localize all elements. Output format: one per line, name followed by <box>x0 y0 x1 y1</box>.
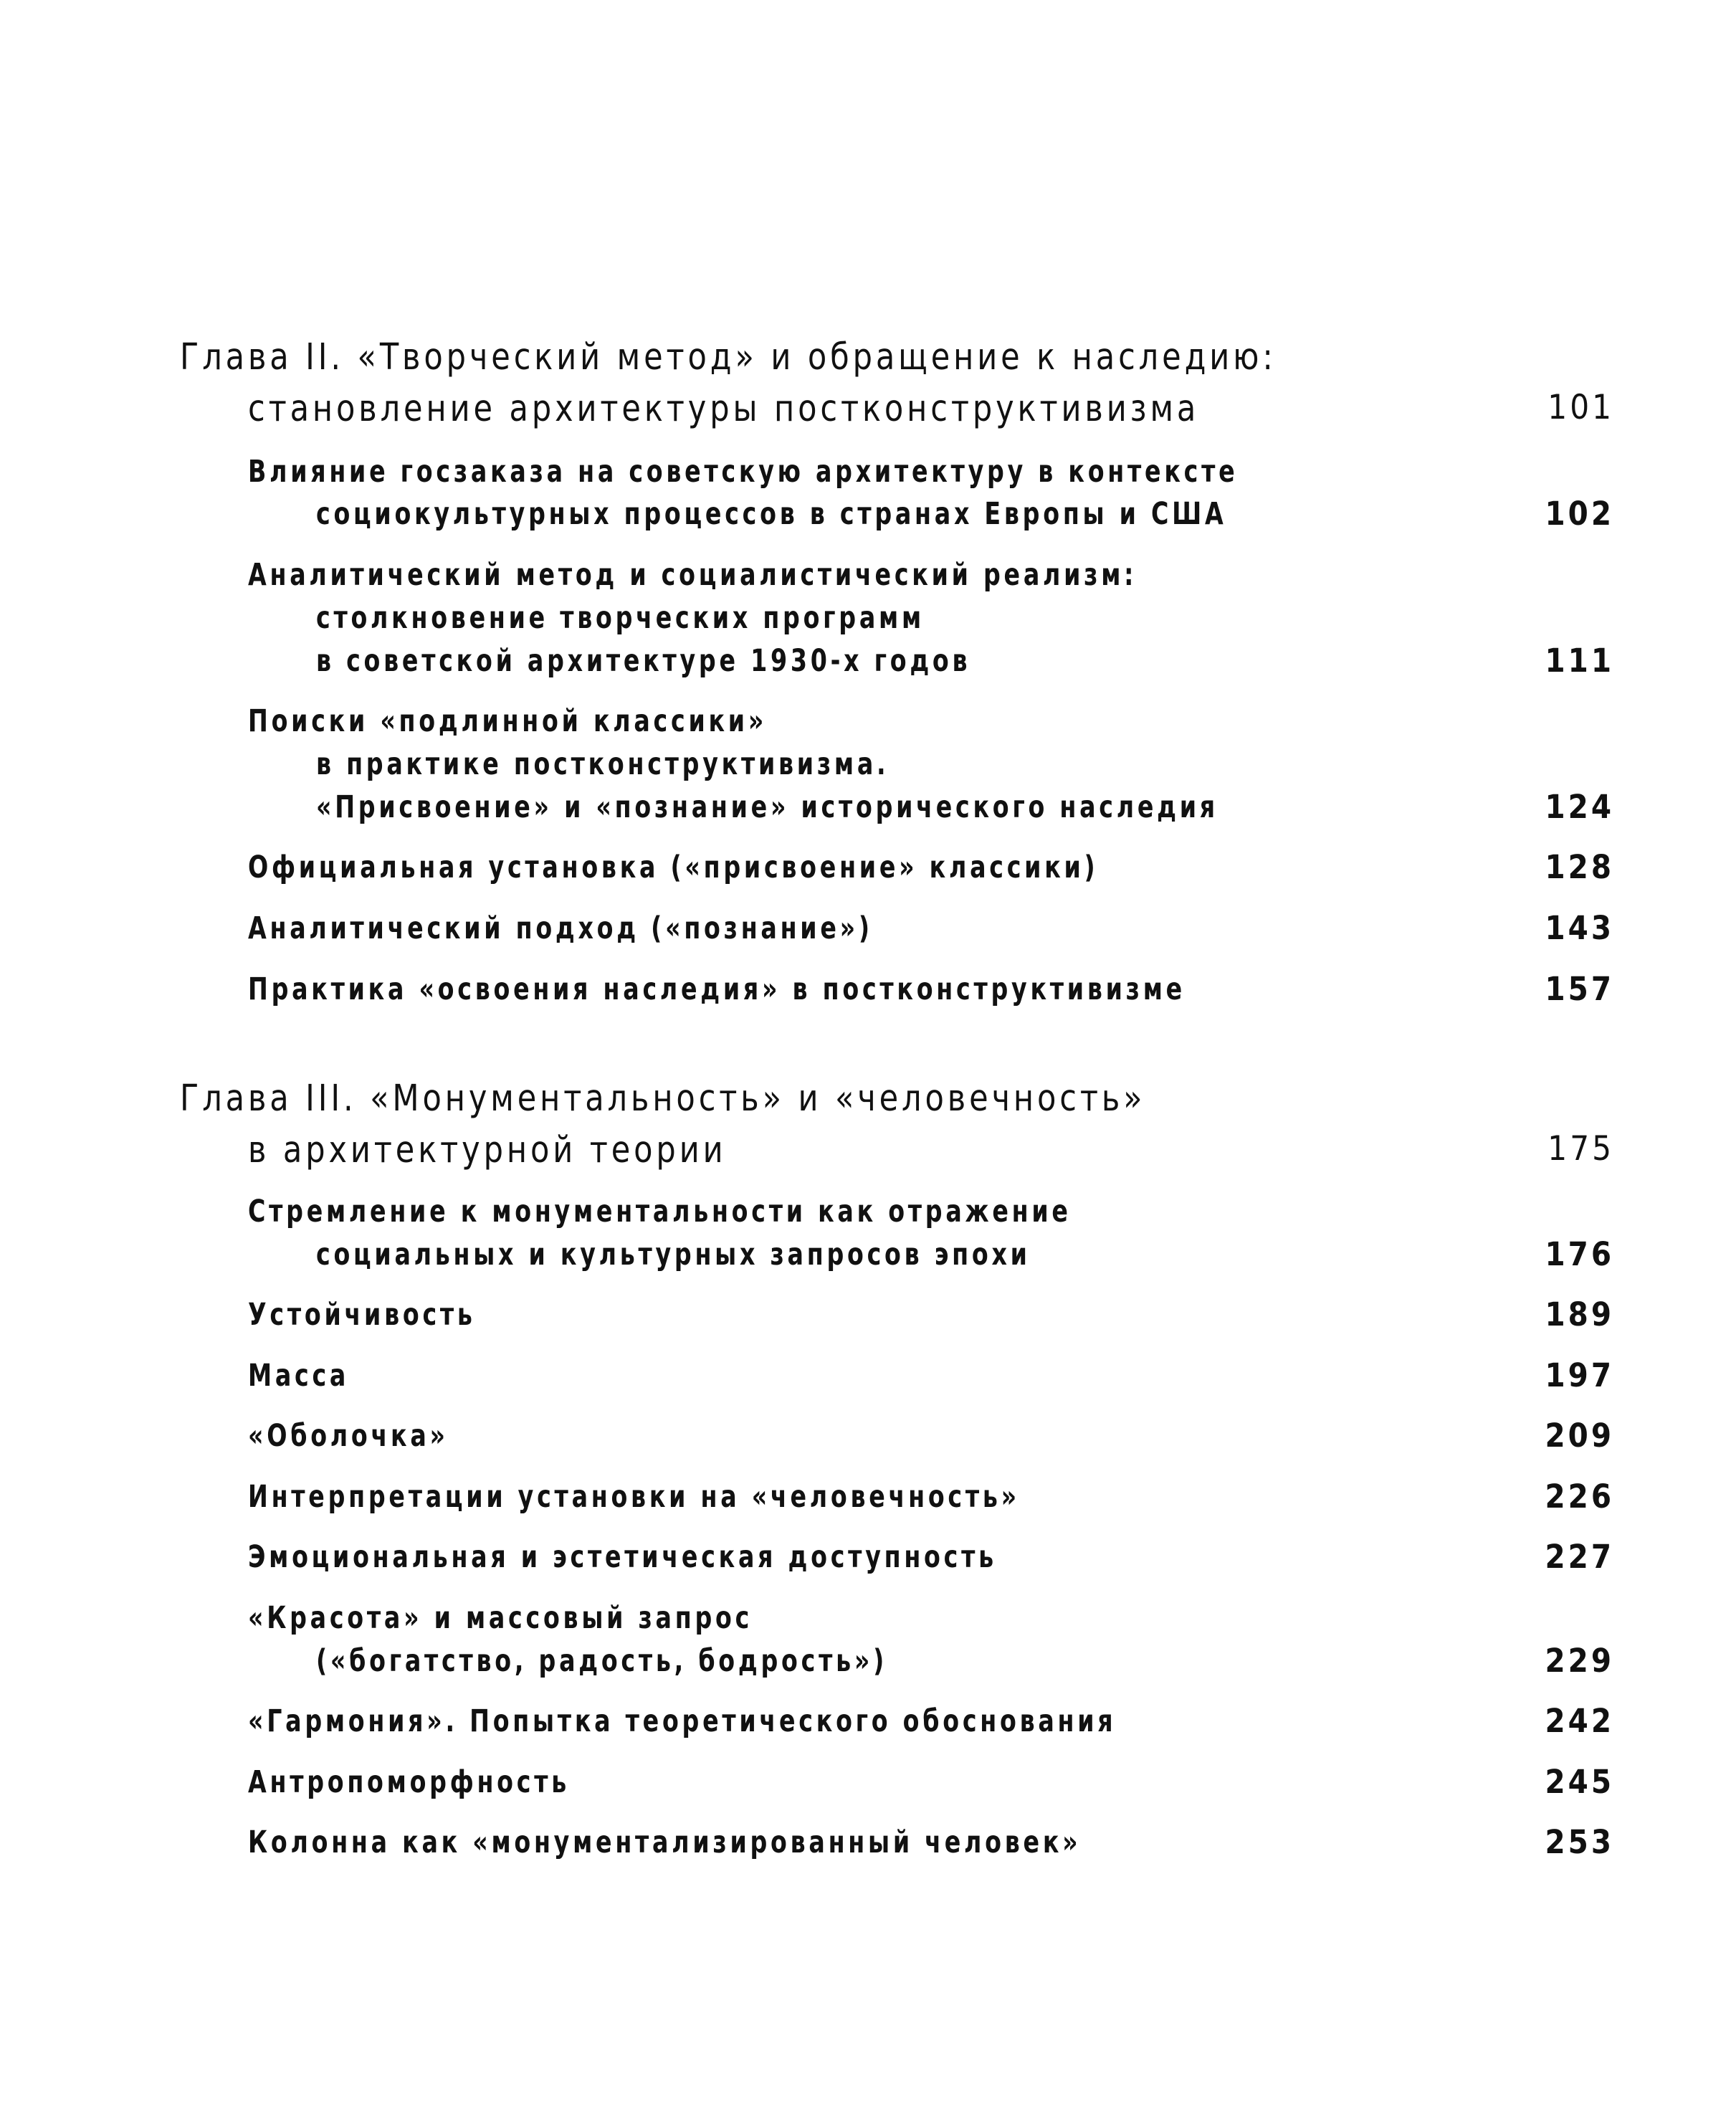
section-page-number: 253 <box>1545 1823 1614 1861</box>
section-title-line: Масса <box>248 1358 350 1394</box>
chapter-title-line: становление архитектуры постконструктивизма <box>248 388 1200 430</box>
section-title-line: Аналитический подход («познание») <box>248 910 873 946</box>
section-page-number: 242 <box>1545 1702 1614 1740</box>
section-page-number: 229 <box>1545 1642 1614 1680</box>
section-title-line: в советской архитектуре 1930-х годов <box>316 643 971 679</box>
section-title-line: («богатство, радость, бодрость») <box>316 1643 888 1679</box>
section-page-number: 245 <box>1545 1763 1614 1801</box>
section-title-line: Устойчивость <box>248 1297 476 1333</box>
section-title-line: «Присвоение» и «познание» исторического наследия <box>316 789 1218 825</box>
section-title-line: Эмоциональная и эстетическая доступность <box>248 1539 997 1575</box>
section-title-line: Колонна как «монументализированный человек» <box>248 1825 1082 1860</box>
section-page-number: 111 <box>1545 642 1614 680</box>
section-title-line: столкновение творческих программ <box>316 600 925 636</box>
section-title-line: «Гармония». Попытка теоретического обоснования <box>248 1703 1117 1739</box>
section-title-line: социальных и культурных запросов эпохи <box>316 1237 1031 1272</box>
chapter-title-line: Глава II. «Творческий метод» и обращение к наследию: <box>180 336 1277 379</box>
section-title-line: Антропоморфность <box>248 1764 570 1800</box>
section-page-number: 143 <box>1545 909 1614 947</box>
section-page-number: 102 <box>1545 495 1614 533</box>
section-page-number: 176 <box>1545 1235 1614 1273</box>
section-title-line: Поиски «подлинной классики» <box>248 703 768 739</box>
section-page-number: 226 <box>1545 1478 1614 1516</box>
section-title-line: в практике постконструктивизма. <box>316 746 890 782</box>
section-page-number: 124 <box>1545 788 1614 826</box>
chapter-page-number: 175 <box>1547 1129 1614 1169</box>
section-page-number: 197 <box>1545 1356 1614 1394</box>
section-title-line: «Оболочка» <box>248 1418 449 1454</box>
section-title-line: Стремление к монументальности как отражение <box>248 1194 1072 1229</box>
section-page-number: 209 <box>1545 1417 1614 1455</box>
section-page-number: 128 <box>1545 848 1614 886</box>
chapter-title-line: Глава III. «Монументальность» и «человечность» <box>180 1077 1146 1120</box>
section-title-line: Аналитический метод и социалистический реализм: <box>248 557 1138 593</box>
section-title-line: Влияние госзаказа на советскую архитектуру в контексте <box>248 454 1239 490</box>
section-title-line: Практика «освоения наследия» в постконструктивизме <box>248 971 1186 1007</box>
section-title-line: Официальная установка («присвоение» классики) <box>248 850 1099 885</box>
section-title-line: «Красота» и массовый запрос <box>248 1600 753 1636</box>
section-page-number: 227 <box>1545 1538 1614 1576</box>
chapter-page-number: 101 <box>1547 388 1614 427</box>
section-title-line: социокультурных процессов в странах Европы и США <box>316 496 1227 532</box>
section-page-number: 189 <box>1545 1295 1614 1333</box>
section-page-number: 157 <box>1545 970 1614 1008</box>
chapter-title-line: в архитектурной теории <box>248 1129 727 1171</box>
section-title-line: Интерпретации установки на «человечность» <box>248 1479 1020 1515</box>
